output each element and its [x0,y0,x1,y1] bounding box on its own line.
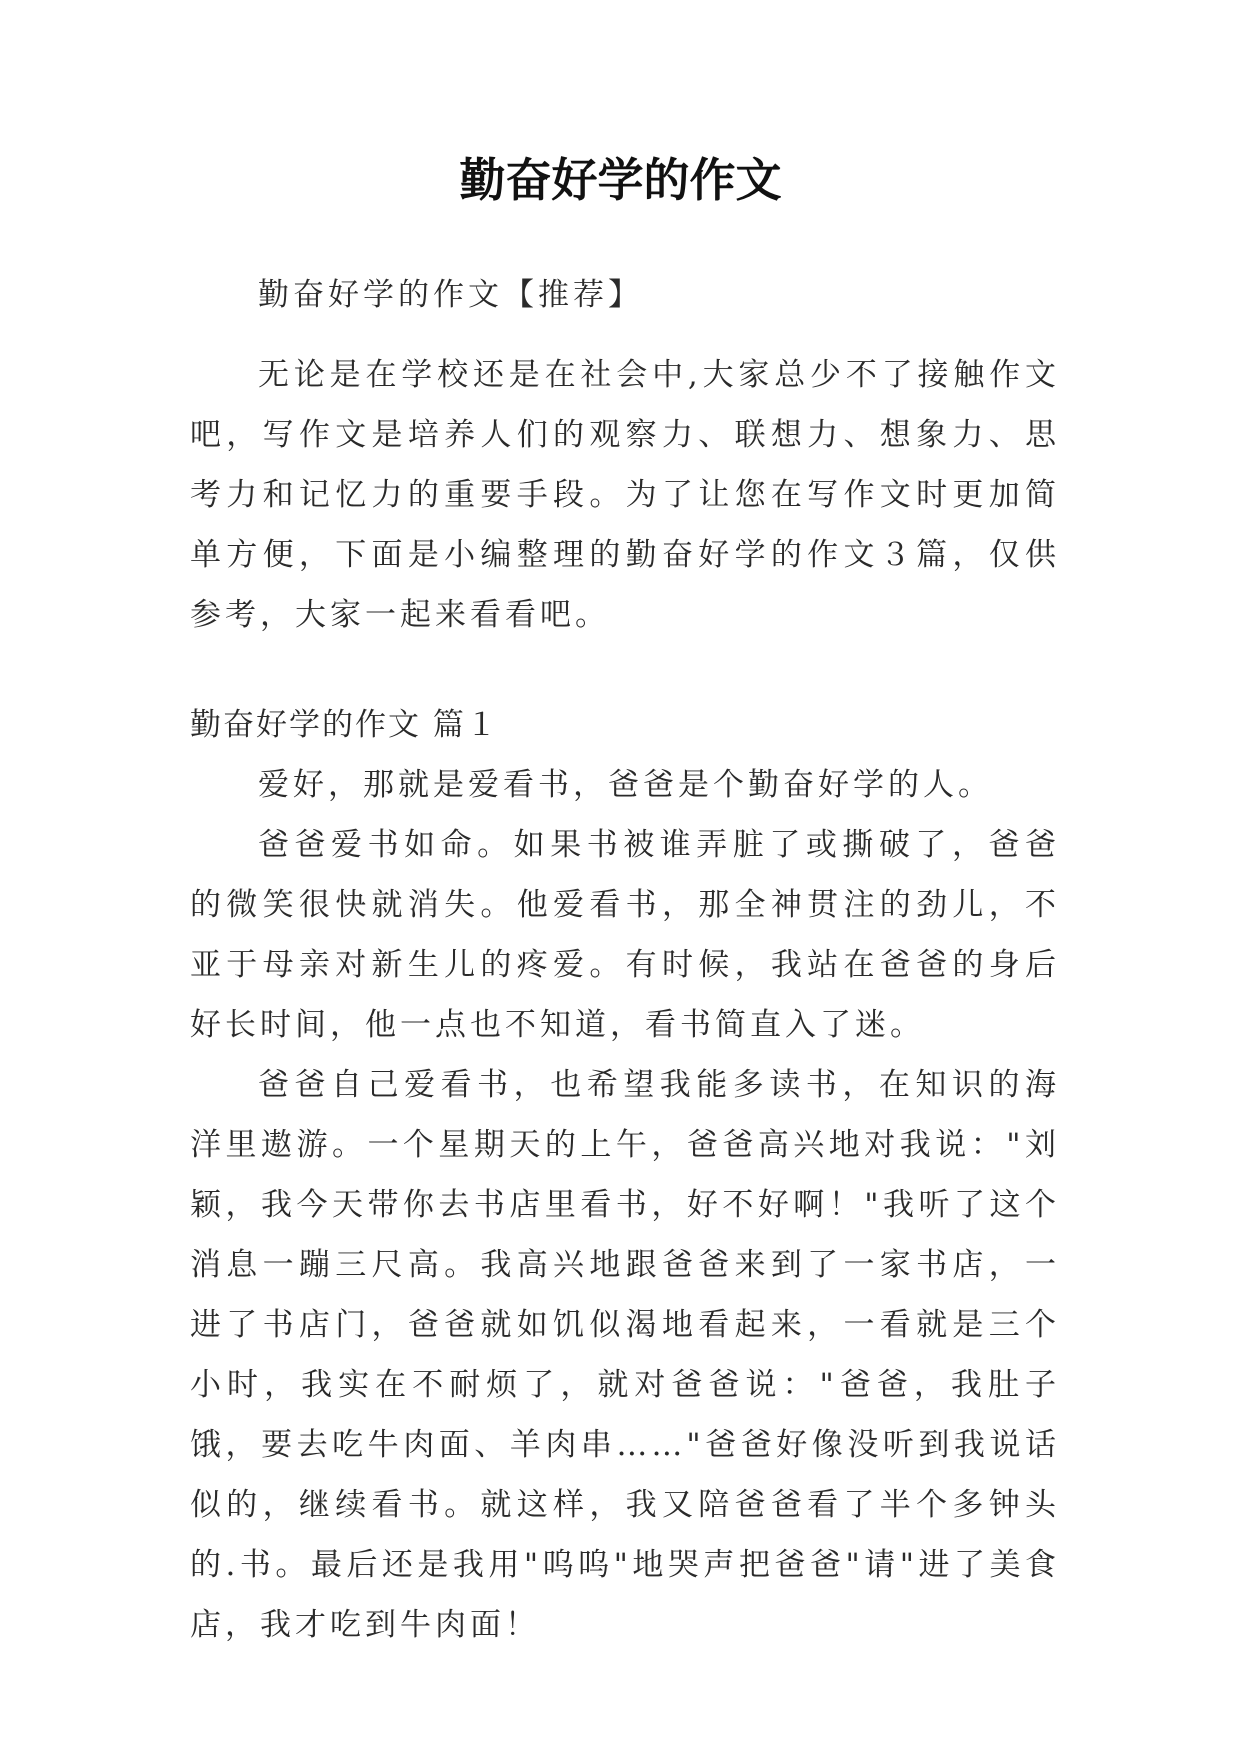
body-paragraph-1: 爱好，那就是爱看书，爸爸是个勤奋好学的人。 [258,767,993,803]
intro-paragraph: 无论是在学校还是在社会中,大家总少不了接触作文吧，写作文是培养人们的观察力、联想力、想象力、思考力和记忆力的重要手段。为了让您在写作文时更加简单方便，下面是小编整理的勤奋好学的作文３篇，仅供参考，大家一起来看看吧。 [190,357,1060,633]
section-heading: 勤奋好学的作文 篇１ [190,707,499,743]
document-subtitle: 勤奋好学的作文【推荐】 [258,277,643,313]
body-paragraph-3: 爸爸自己爱看书，也希望我能多读书，在知识的海洋里遨游。一个星期天的上午，爸爸高兴地对我说："刘颖，我今天带你去书店里看书，好不好啊！"我听了这个消息一蹦三尺高。我高兴地跟爸爸来到了一家书店，一进了书店门，爸爸就如饥似渴地看起来，一看就是三个小时，我实在不耐烦了，就对爸爸说："爸爸，我肚子饿，要去吃牛肉面、羊肉串……"爸爸好像没听到我说话似的，继续看书。就这样，我又陪爸爸看了半个多钟头的.书。最后还是我用"呜呜"地哭声把爸爸"请"进了美食店，我才吃到牛肉面！ [190,1067,1060,1643]
page-title: 勤奋好学的作文 [459,153,782,207]
body-paragraph-2: 爸爸爱书如命。如果书被谁弄脏了或撕破了，爸爸的微笑很快就消失。他爱看书，那全神贯注的劲儿，不亚于母亲对新生儿的疼爱。有时候，我站在爸爸的身后好长时间，他一点也不知道，看书简直入了迷。 [190,827,1060,1043]
